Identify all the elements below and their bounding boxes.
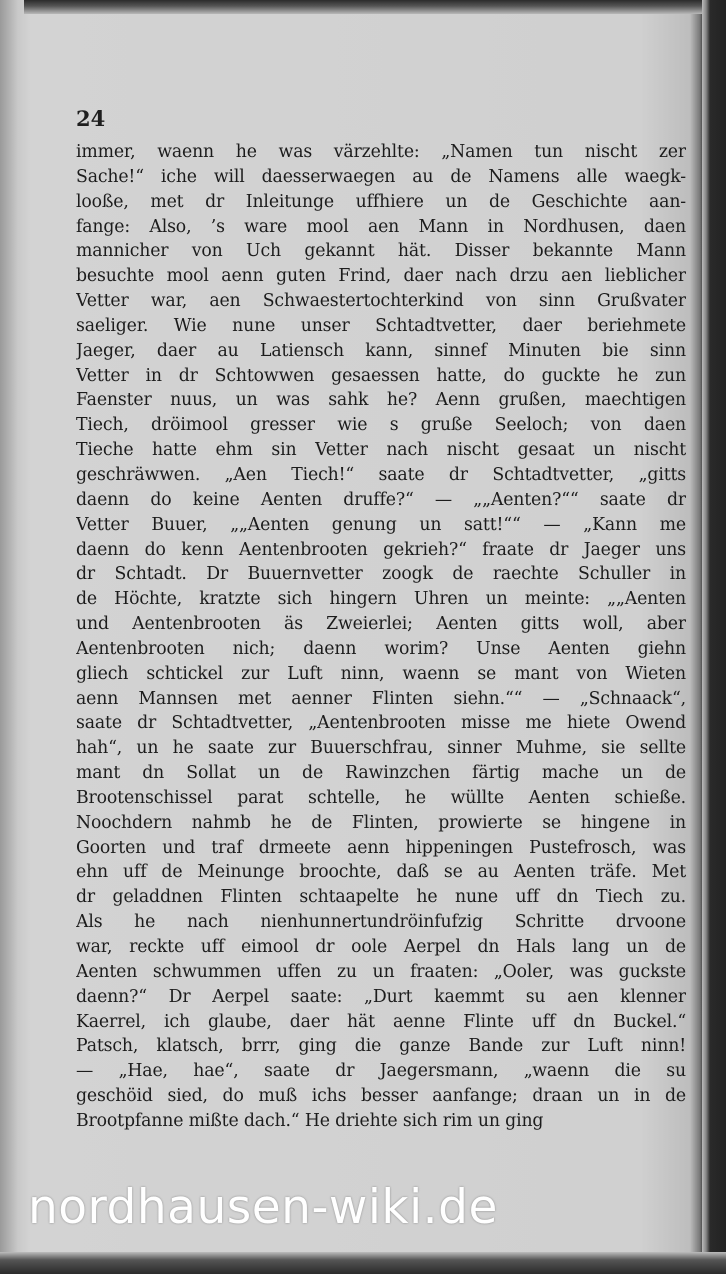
text-line: saeliger. Wie nune unser Schtadtvetter, daer beriehmete [76,315,686,336]
text-line: Brootpfanne mißte dach.“ He driehte sich rim un ging [76,1110,544,1131]
text-line: aenn Mannsen met aenner Flinten siehn.““ — „Schnaack“, [76,688,686,709]
text-line: de Höchte, kratzte sich hingern Uhren un meinte: „„Aenten [76,589,686,610]
text-line: Tiech, dröimool gresser wie s gruße Seeloch; von daen [76,415,686,436]
text-line: saate dr Schtadtvetter, „Aentenbrooten misse me hiete Owend [76,713,686,734]
text-line: gliech schtickel zur Luft ninn, waenn se mant von Wieten [76,663,686,684]
text-line: ehn uff de Meinunge broochte, daß se au Aenten träfe. Met [76,862,686,883]
page-right-edge [702,0,726,1274]
text-line: Vetter in dr Schtowwen gesaessen hatte, do guckte he zun [76,365,686,386]
text-line: Kaerrel, ich glaube, daer hät aenne Flinte uff dn Buckel.“ [76,1011,686,1032]
page-number: 24 [76,106,106,131]
text-line: Faenster nuus, un was sahk he? Aenn grußen, maechtigen [76,390,686,411]
text-line: Jaeger, daer au Latiensch kann, sinnef Minuten bie sinn [76,340,686,361]
text-line: immer, waenn he was värzehlte: „Namen tun nischt zer [76,142,686,162]
text-line: — „Hae, hae“, saate dr Jaegersmann, „waenn die su [76,1061,686,1082]
text-line: war, reckte uff eimool dr oole Aerpel dn Hals lang un de [76,937,686,957]
page-bottom-edge [0,1252,726,1274]
text-line: Patsch, klatsch, brrr, ging die ganze Bande zur Luft ninn! [76,1036,686,1057]
text-line: looße, met dr Inleitunge uffhiere un de Geschichte aan- [76,191,686,212]
text-line: mant dn Sollat un de Rawinzchen färtig mache un de [76,763,686,784]
body-text [76,140,686,1134]
text-line: geschräwwen. „Aen Tiech!“ saate dr Schtadtvetter, „gitts [76,464,686,485]
text-line: Vetter Buuer, „„Aenten genung un satt!““ — „Kann me [76,514,686,535]
text-line: und Aentenbrooten äs Zweierlei; Aenten gitts woll, aber [76,614,686,635]
text-line: Sache!“ iche will daesserwaegen au de Namens alle waegk- [76,166,686,187]
text-line: dr geladdnen Flinten schtaapelte he nune uff dn Tiech zu. [76,887,686,908]
text-line: dr Schtadt. Dr Buuernvetter zoogk de raechte Schuller in [76,564,686,585]
text-line: daenn do keine Aenten druffe?“ — „„Aenten?““ saate dr [76,489,686,510]
page-top-edge [24,0,704,14]
text-line: Vetter war, aen Schwaestertochterkind von sinn Grußvater [76,291,686,312]
text-line: Aentenbrooten nich; daenn worim? Unse Aenten giehn [76,638,686,659]
text-line: Goorten und traf drmeete aenn hippeningen Pustefrosch, was [76,837,686,858]
text-line: daenn?“ Dr Aerpel saate: „Durt kaemmt su aen klenner [76,986,686,1007]
text-line: daenn do kenn Aentenbrooten gekrieh?“ fraate dr Jaeger uns [76,539,686,560]
text-line: besuchte mool aenn guten Frind, daer nach drzu aen lieblicher [76,266,686,287]
text-line: Als he nach nienhunnertundröinfufzig Schritte drvoone [76,912,686,933]
text-line: fange: Also, ’s ware mool aen Mann in Nordhusen, daen [76,216,686,237]
text-line: mannicher von Uch gekannt hät. Disser bekannte Mann [76,241,686,262]
watermark: nordhausen-wiki.de [28,1180,498,1235]
text-line: Tieche hatte ehm sin Vetter nach nischt gesaat un nischt [76,440,686,461]
text-line: geschöid sied, do muß ichs besser aanfange; draan un in de [76,1086,686,1107]
text-line: Aenten schwummen uffen zu un fraaten: „Ooler, was guckste [76,961,686,982]
text-line: hah“, un he saate zur Buuerschfrau, sinner Muhme, sie sellte [76,738,686,759]
text-line: Brootenschissel parat schtelle, he wüllte Aenten schieße. [76,787,686,808]
text-line: Noochdern nahmb he de Flinten, prowierte se hingene in [76,812,686,833]
